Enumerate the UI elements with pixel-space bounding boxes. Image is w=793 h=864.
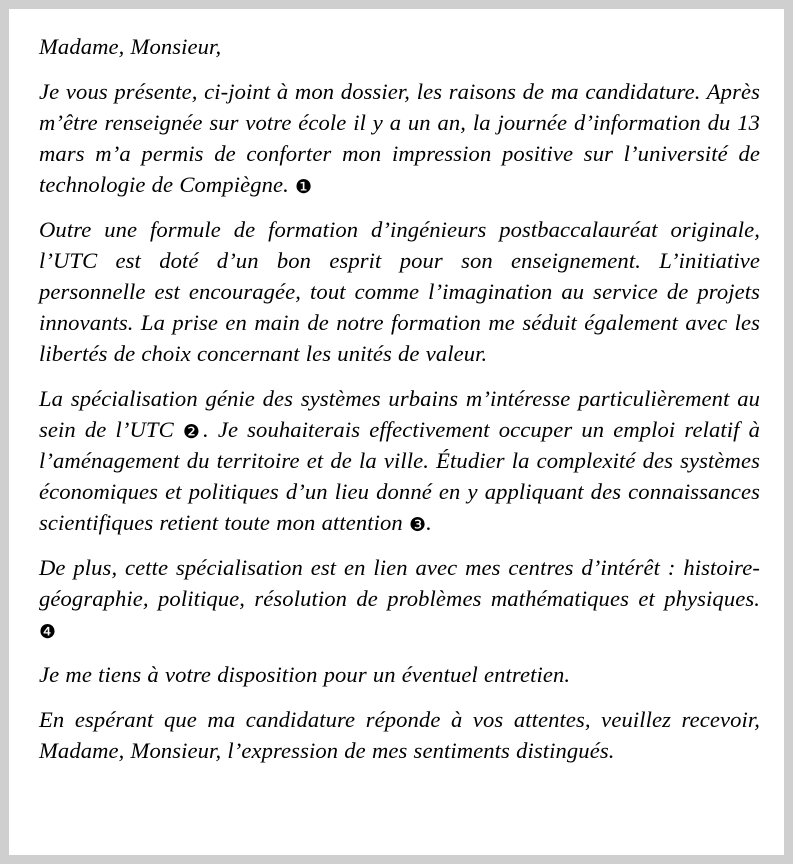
letter-paragraph-6: En espérant que ma candidature réponde à vos attentes, veuillez recevoir, Madame, Monsieur, l’expression de mes sentiments distingués. — [39, 707, 760, 763]
annotation-marker: ❸ — [408, 514, 427, 536]
letter-body — [9, 9, 784, 766]
letter-paragraph-5: Je me tiens à votre disposition pour un éventuel entretien. — [39, 662, 571, 687]
letter-salutation: Madame, Monsieur, — [39, 34, 222, 59]
letter-page — [9, 9, 784, 855]
annotation-marker: ❷ — [182, 421, 203, 443]
annotation-marker: ❶ — [295, 176, 313, 198]
letter-paragraph-3: La spécialisation génie des systèmes urbains m’intéresse particulièrement au sein de l’UTC ❷. Je souhaiterais effectivement occuper un emploi relatif à l’aménagement du territoire et de la ville. Étudier la complexité des systèmes économiques et politiques d’un lieu donné en y appliquant des connaissances scientifiques retient toute mon attention ❸. — [39, 386, 760, 536]
letter-paragraph-1: Je vous présente, ci-joint à mon dossier, les raisons de ma candidature. Après m’être renseignée sur votre école il y a un an, la journée d’information du 13 mars m’a permis de conforter mon impression positive sur l’université de technologie de Compiègne. ❶ — [39, 79, 760, 198]
annotation-marker: ❹ — [39, 621, 57, 643]
letter-paragraph-2: Outre une formule de formation d’ingénieurs postbaccalauréat originale, l’UTC est doté d’un bon esprit pour son enseignement. L’initiative personnelle est encouragée, tout comme l’imagination au service de projets innovants. La prise en main de notre formation me séduit également avec les libertés de choix concernant les unités de valeur. — [39, 217, 760, 366]
letter-paragraph-4: De plus, cette spécialisation est en lien avec mes centres d’intérêt : histoire-géographie, politique, résolution de problèmes mathématiques et physiques. ❹ — [39, 555, 760, 643]
